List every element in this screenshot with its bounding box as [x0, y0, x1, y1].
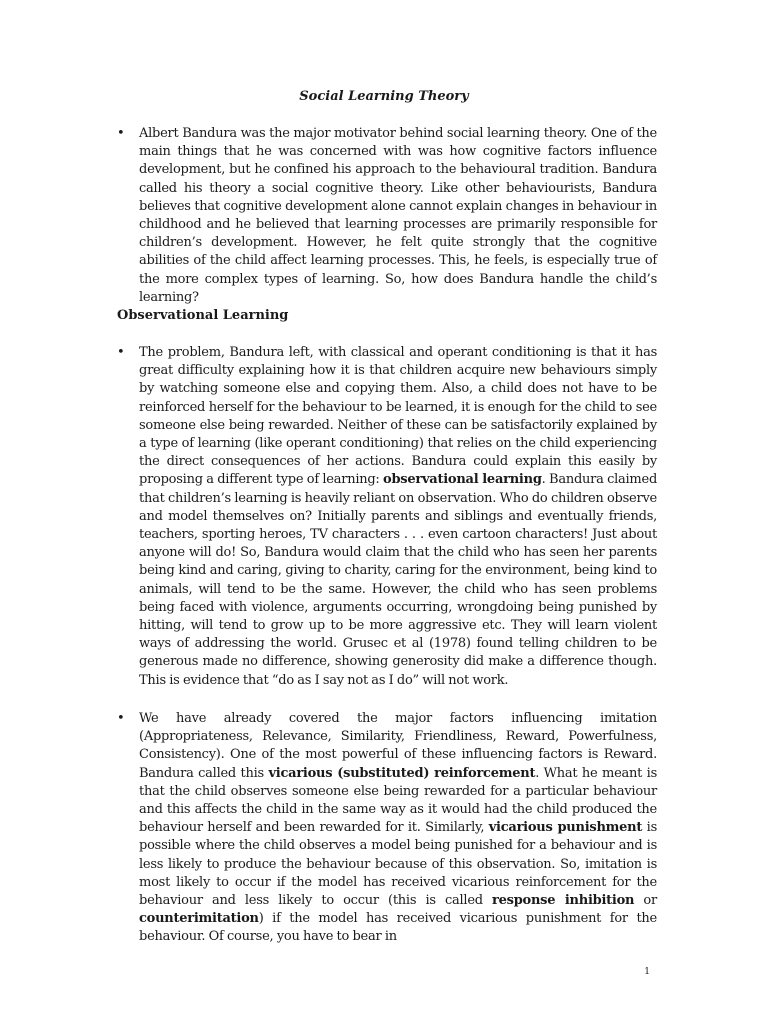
- text-run: . What he meant is that the child observes someone else being rewarded for a particular behaviour and this affects the child in the same way as it would had the child produced the behaviour herself and been rewarded for it. Similarly,: [139, 765, 657, 836]
- section-heading: Observational Learning: [117, 308, 289, 323]
- text-run: We have already covered the major factors influencing imitation (Appropriateness, Relevance, Similarity, Friendliness, Reward, Powerfulness, Consistency). One of the most powerful of these influencing factors is Reward. Bandura called this: [139, 711, 657, 781]
- text-run: is possible where the child observes a model being punished for a behaviour and is less likely to produce the behaviour because of this observation. So, imitation is most likely to occur if the model has received vicarious reinforcement for the behaviour and less likely to occur (this is called: [139, 820, 657, 909]
- bullet-icon: •: [117, 711, 125, 726]
- text-run: . Bandura claimed that children’s learning is heavily reliant on observation. Who do children observe and model themselves on? Initially parents and siblings and eventually friends, teachers, sporting heroes, TV characters . . . even cartoon characters! Just about anyone will do! So, Bandura would claim that the child who has seen her parents being kind and caring, giving to charity, caring for the environment, being kind to animals, will tend to be the same. However, the child who has seen problems being faced with violence, arguments occurring, wrongdoing being punished by hitting, will tend to grow up to be more aggressive etc. They will learn violent ways of addressing the world. Grusec et al (1978) found telling children to be generous made no difference, showing generosity did make a difference though. This is evidence that “do as I say not as I do” will not work.: [139, 472, 658, 688]
- paragraph-observational: [139, 344, 657, 690]
- bold-term: observational learning: [383, 472, 542, 488]
- page-number: 1: [644, 967, 650, 977]
- bullet-item-intro: [117, 125, 657, 307]
- text-run: ) if the model has received vicarious punishment for the behaviour. Of course, you have to bear in: [139, 911, 657, 945]
- bullet-item-vicarious: [117, 710, 657, 947]
- bullet-item-observational: [117, 344, 657, 690]
- text-run: or: [634, 893, 657, 909]
- bullet-icon: •: [117, 345, 125, 360]
- bold-term: counterimitation: [139, 911, 259, 927]
- bullet-icon: •: [117, 126, 125, 141]
- paragraph-intro: Albert Bandura was the major motivator behind social learning theory. One of the main things that he was concerned with was how cognitive factors influence development, but he confined his approach to the behavioural tradition. Bandura called his theory a social cognitive theory. Like other behaviourists, Bandura believes that cognitive development alone cannot explain changes in behaviour in childhood and he believed that learning processes are primarily responsible for children’s development. However, he felt quite strongly that the cognitive abilities of the child affect learning processes. This, he feels, is especially true of the more complex types of learning. So, how does Bandura handle the child’s learning?: [139, 126, 657, 305]
- text-run: The problem, Bandura left, with classical and operant conditioning is that it has great difficulty explaining how it is that children acquire new behaviours simply by watching someone else and copying them. Also, a child does not have to be reinforced herself for the behaviour to be learned, it is enough for the child to see someone else being rewarded. Neither of these can be satisfactorily explained by a type of learning (like operant conditioning) that relies on the child experiencing the direct consequences of her actions. Bandura could explain this easily by proposing a different type of learning:: [139, 345, 657, 488]
- bold-term: response inhibition: [492, 893, 635, 909]
- page-title: Social Learning Theory: [299, 89, 469, 104]
- bold-term: vicarious (substituted) reinforcement: [268, 765, 536, 781]
- paragraph-vicarious: [139, 710, 657, 947]
- bold-term: vicarious punishment: [488, 820, 643, 836]
